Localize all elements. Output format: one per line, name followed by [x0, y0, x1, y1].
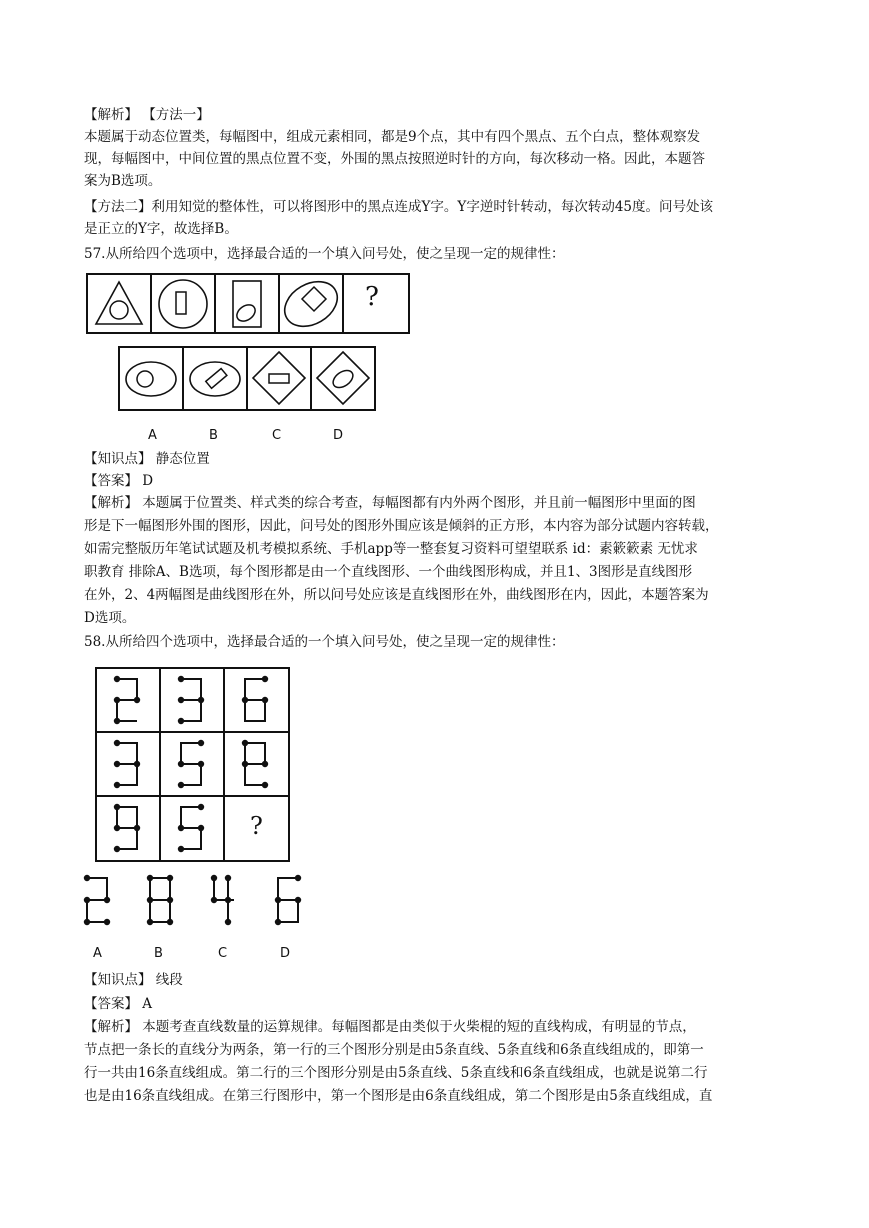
q58-question-mark: ?: [250, 812, 263, 840]
q57-analysis-line: 在外，2、4两幅图是曲线图形在外，所以问号处应该是直线图形在外，曲线图形在内，因此，本题答案为: [84, 587, 709, 603]
q57-answer: 【答案】 D: [84, 473, 154, 489]
q56-analysis-text: 本题属于动态位置类，每幅图中，组成元素相同，都是9个点，其中有四个黑点、五个白点，整体观察发: [84, 129, 701, 145]
q57-option-label-c: C: [272, 428, 282, 443]
q57-analysis-line: D选项。: [84, 610, 136, 626]
q58-question: 58.从所给四个选项中，选择最合适的一个填入问号处，使之呈现一定的规律性：: [84, 634, 565, 650]
q57-analysis-line: 如需完整版历年笔试试题及机考模拟系统、手机app等一整套复习资料可望望联系 id：素簌簌素 无忧求: [84, 541, 698, 557]
q58-knowledge-point: 【知识点】 线段: [84, 972, 183, 988]
q58-option-label-a: A: [93, 946, 102, 961]
q57-stem-figure: [86, 273, 412, 335]
q58-analysis-line: 节点把一条长的直线分为两条，第一行的三个图形分别是由5条直线、5条直线和6条直线组成的，即第一: [84, 1042, 704, 1058]
q58-option-label-c: C: [218, 946, 228, 961]
q56-analysis-text: 案为B选项。: [84, 173, 162, 189]
q57-analysis-line: 职教育 排除A、B选项，每个图形都是由一个直线图形、一个曲线图形构成，并且1、3图形是直线图形: [84, 564, 693, 580]
q56-method-two: 是正立的Y字，故选择B。: [84, 221, 238, 237]
q57-options-figure: [118, 346, 378, 412]
q57-analysis-line: 【解析】 本题属于位置类、样式类的综合考查，每幅图都有内外两个图形，并且前一幅图形中里面的图: [84, 495, 696, 511]
q56-analysis-text: 现，每幅图中，中间位置的黑点位置不变，外围的黑点按照逆时针的方向，每次移动一格。因此，本题答: [84, 151, 705, 167]
q58-analysis-line: 【解析】 本题考查直线数量的运算规律。每幅图都是由类似于火柴棍的短的直线构成，有明显的节点，: [84, 1019, 696, 1035]
q58-answer: 【答案】 A: [84, 996, 153, 1012]
q58-analysis-line: 行一共由16条直线组成。第二行的三个图形分别是由5条直线、5条直线和6条直线组成，也就是说第二行: [84, 1065, 708, 1081]
q57-question-mark: ?: [365, 282, 379, 312]
q57-knowledge-point: 【知识点】 静态位置: [84, 451, 210, 467]
q57-analysis-line: 形是下一幅图形外围的图形，因此，问号处的图形外围应该是倾斜的正方形，本内容为部分试题内容转载，: [84, 518, 719, 534]
q57-question: 57.从所给四个选项中，选择最合适的一个填入问号处，使之呈现一定的规律性：: [84, 246, 565, 262]
q58-options-figure: [80, 874, 310, 928]
q58-option-label-b: B: [154, 946, 163, 961]
q58-analysis-line: 也是由16条直线组成。在第三行图形中，第一个图形是由6条直线组成，第二个图形是由5条直线组成，直: [84, 1088, 713, 1104]
q57-option-label-d: D: [333, 428, 344, 443]
q58-option-label-d: D: [280, 946, 291, 961]
q57-option-label-b: B: [209, 428, 218, 443]
q56-analysis-heading: 【解析】 【方法一】: [84, 107, 210, 123]
q57-option-label-a: A: [148, 428, 157, 443]
q56-method-two: 【方法二】利用知觉的整体性，可以将图形中的黑点连成Y字。Y字逆时针转动，每次转动45度。问号处该: [84, 199, 714, 215]
